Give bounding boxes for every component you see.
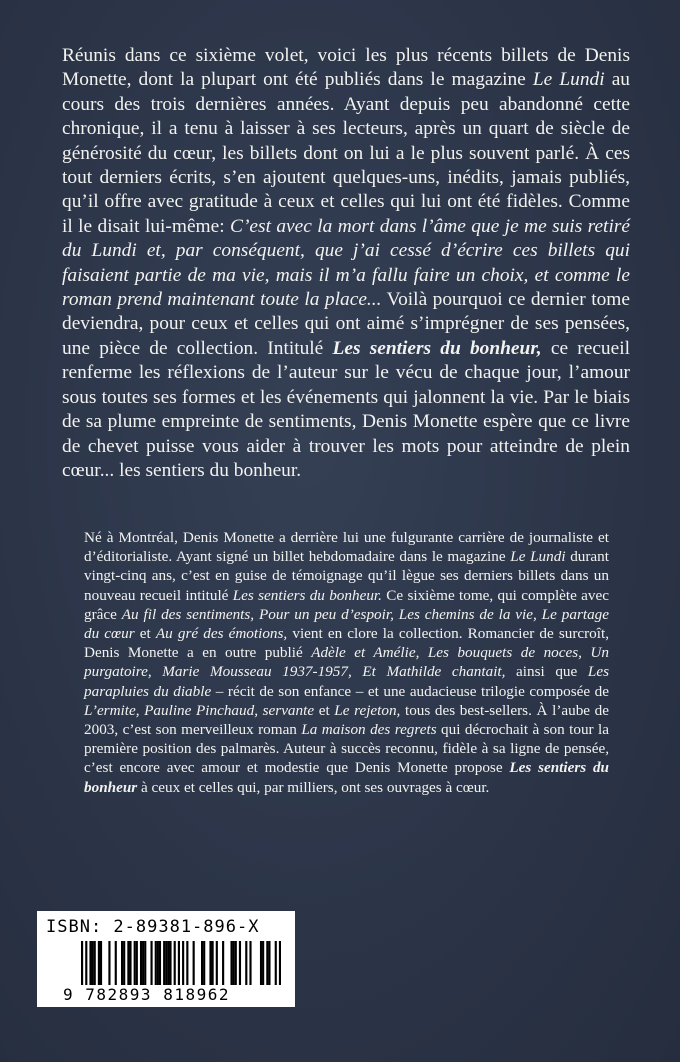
barcode-bar [235, 941, 237, 985]
barcode-bar [150, 941, 152, 985]
barcode-bar [127, 941, 129, 985]
barcode-bar [89, 941, 91, 985]
barcode-bar [186, 941, 188, 985]
bio-text-5: vient en clore la collection. Romancier de surcroît, Denis Monette a en outre publié [84, 625, 610, 662]
barcode-bar [230, 941, 232, 985]
bio-title-9: La maison des regrets [301, 721, 437, 739]
barcode-bar [98, 941, 100, 985]
blurb-text-1: Réunis dans ce sixième volet, voici les plus récents billets de Denis Monette, dont la plupart ont été publiés dans le magazine [62, 45, 630, 91]
barcode-bar [115, 941, 117, 985]
barcode-bar [159, 941, 161, 985]
bio-title-1: Le Lundi [510, 548, 566, 566]
bio-title-6: Les parapluies du diable [84, 663, 609, 700]
barcode-bar [136, 941, 138, 985]
barcode-bar [209, 941, 211, 985]
bio-text-2: durant vingt-cinq ans, c’est en guise de témoignage qu’il lègue ses derniers billets dans un nouveau recueil intitulé [84, 548, 609, 604]
barcode-bar [157, 941, 159, 985]
barcode-bar [121, 941, 123, 985]
barcode-bar [81, 941, 83, 985]
barcode-bar [201, 941, 203, 985]
author-bio-paragraph [84, 528, 609, 797]
bio-title-8: Le rejeton, [334, 701, 401, 719]
blurb-text-4: ce recueil renferme les réflexions de l’auteur sur le vécu de chaque jour, l’amour sous toutes ses formes et les événements qui jalonnent la vie. Par le biais de sa plume empreinte de sentiments, Denis Monette espère que ce livre de chevet puisse vous aider à trouver les mots pour atteindre de plein cœur... les sentiers du bonheur. [62, 337, 631, 481]
bio-text-6: ainsi que [505, 663, 588, 681]
bio-title-7: L’ermite, Pauline Pinchaud, servante [84, 701, 315, 719]
blurb-text-3: Voilà pourquoi ce dernier tome deviendra, pour ceux et celles qui ont aimé s’imprégner de ses pensées, une pièce de collection. Intitulé [62, 289, 630, 359]
barcode-bars [81, 941, 281, 985]
barcode-bar [129, 941, 131, 985]
barcode-bar [92, 941, 94, 985]
bio-text-7: – récit de son enfance – et une audacieuse trilogie composée de [211, 682, 609, 700]
barcode-bar [85, 941, 87, 985]
barcode-bar [203, 941, 205, 985]
blurb-paragraph [62, 44, 630, 483]
ean-digits: 9 782893 818962 [63, 985, 230, 1004]
bio-text-8: et [314, 701, 335, 719]
bio-text-1: Né à Montréal, Denis Monette a derrière lui une fulgurante carrière de journaliste et d’éditorialiste. Ayant signé un billet hebdomadaire dans le magazine [84, 529, 609, 566]
barcode-bar [245, 941, 247, 985]
barcode-bar [212, 941, 214, 985]
barcode-bar [279, 941, 281, 985]
book-title: Les sentiers du bonheur, [332, 337, 542, 359]
barcode-bar [155, 941, 157, 985]
barcode-bar [193, 941, 195, 985]
barcode-bar [123, 941, 125, 985]
bio-text-4: et [134, 625, 156, 643]
barcode-bar [167, 941, 169, 985]
blurb-text-2: au cours des trois dernières années. Ayant depuis peu abandonné cette chronique, il a tenu à laisser à ses lecteurs, après un quart de siècle de générosité du cœur, les billets dont on lui a le plus souvent parlé. À ces tout derniers écrits, s’en ajoutent quelques-uns, inédits, jamais publiés, qu’il offre avec gratitude à ceux et celles qui lui ont été fidèles. Comme il le disait lui-même: [62, 69, 630, 237]
isbn-barcode-label [37, 911, 295, 1007]
barcode-bar [178, 941, 180, 985]
barcode-bar [140, 941, 142, 985]
barcode-bar [239, 941, 241, 985]
isbn-number: ISBN: 2-89381-896-X [46, 917, 260, 937]
barcode-bar [94, 941, 96, 985]
barcode-bar [142, 941, 144, 985]
barcode-bar [216, 941, 218, 985]
barcode-bar [182, 941, 184, 985]
barcode-bar [262, 941, 264, 985]
bio-text-9: tous des best-sellers. À l’aube de 2003, c’est son merveilleux roman [84, 701, 609, 739]
barcode-bar [233, 941, 235, 985]
bio-title-5: Adèle et Amélie, Les bouquets de noces, Un purgatoire, Marie Mousseau 1937-1957, Et Mathilde chantait, [84, 644, 609, 681]
bio-title-2: Les sentiers du bonheur. [232, 586, 382, 604]
barcode-bar [134, 941, 136, 985]
barcode-bar [174, 941, 176, 985]
magazine-title: Le Lundi [532, 69, 605, 91]
barcode-bar [266, 941, 268, 985]
bio-text-3: Ce sixième tome, qui complète avec grâce [84, 586, 609, 623]
bio-book-title: Les sentiers du bonheur [84, 759, 609, 796]
barcode-bar [249, 941, 251, 985]
bio-title-4: Au gré des émotions, [155, 625, 288, 643]
barcode-bar [268, 941, 270, 985]
author-quote: C’est avec la mort dans l’âme que je me suis retiré du Lundi et, par conséquent, que j’ai cessé d’écrire ces billets qui faisaient partie de ma vie, mais il m’a fallu faire un choix, et comme le roman prend maintenant toute la place... [62, 215, 630, 311]
barcode-bar [275, 941, 277, 985]
bio-text-11: à ceux et celles qui, par milliers, ont ses ouvrages à cœur. [137, 778, 490, 796]
barcode-bar [144, 941, 146, 985]
barcode-bar [165, 941, 167, 985]
bio-text-10: qui décrochait à son tour la première position des palmarès. Auteur à succès reconnu, fidèle à sa ligne de pensée, c’est encore avec amour et modestie que Denis Monette propose [84, 721, 609, 777]
barcode-bar [108, 941, 110, 985]
barcode-bar [100, 941, 102, 985]
barcode-bar [260, 941, 262, 985]
barcode-bar [222, 941, 224, 985]
bio-title-3: Au fil des sentiments, Pour un peu d’espoir, Les chemins de la vie, Le partage du cœur [84, 605, 610, 643]
barcode-bar [163, 941, 165, 985]
barcode-bar [169, 941, 171, 985]
